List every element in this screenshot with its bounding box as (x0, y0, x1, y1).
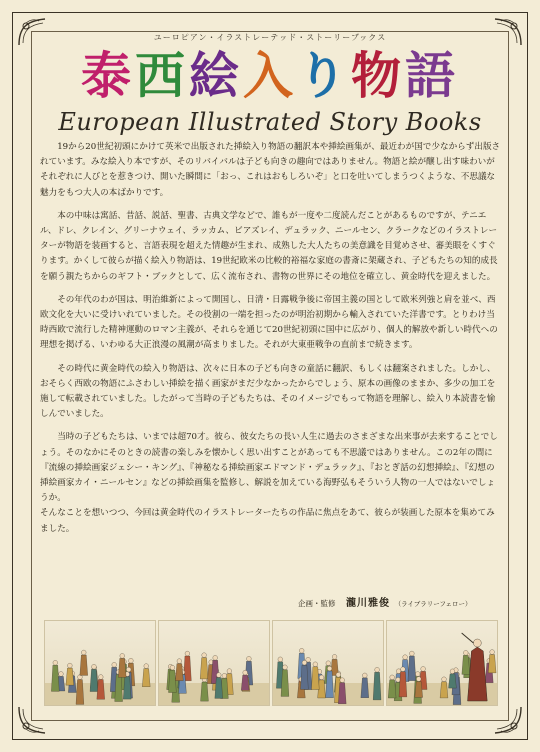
paragraph: その時代に黄金時代の絵入り物語は、次々に日本の子ども向きの童話に翻訳、もしくは翻案されました。しかし、おそらく西欧の物語にふさわしい挿絵を描く画家がまだ少なかったからでしょう、原本の画像のままか、多少の加工を施して転載されていました。したがって当時の子どもたちは、そのイメージでもって物語を理解し、絵入り本読書を愉しんでいました。 (40, 363, 496, 420)
illustration-panel (44, 620, 156, 706)
paragraph: 当時の子どもたちは、いまでは超70才。彼ら、彼女たちの長い人生に過去のさまざまな出来事が去来することでしょう。そのなかにそのときの読書の楽しみを懐かしく思い出すことがあっても不思議ではありません。この2年の間に『流線の挿絵画家ジェシー・キング』、『神秘なる挿絵画家エドマンド・デュラック』、『おとぎ話の幻想挿絵』、『幻想の挿絵画家カイ・ニールセン』などの挿絵画集を監修し、解説を加えている海野弘もそういう人物の一人ではないでしょうか。 (40, 432, 498, 504)
paragraph: その年代のわが国は、明治維新によって開国し、日清・日露戦争後に帝国主義の国として欧米列強と肩を並べ、西欧文化を大いに受けいれていました。その役割の一端を担ったのが明治初期から輸入されていた洋書です。とりわけ当時西欧で流行した精神運動のロマン主義が、それらを通じて20世紀初頭に国中に広がり、個人的解放や新しい時代への理想を掲げる、いわゆる大正浪漫の風潮が高まりました。それが大東亜戦争の直前まで続きます。 (40, 294, 498, 351)
title-char: 絵 (189, 46, 243, 105)
illustration-panel (272, 620, 384, 706)
corner-ornament-icon (493, 705, 523, 735)
illustration-panel (386, 620, 498, 706)
credit-line (298, 594, 508, 609)
illustration-panel (158, 620, 270, 706)
title-char: 西 (135, 46, 189, 105)
body-text (40, 140, 502, 545)
series-label: ユーロピアン・イラストレーテッド・ストーリーブックス (153, 33, 387, 42)
title-char: 泰 (81, 46, 135, 105)
corner-ornament-icon (17, 705, 47, 735)
title-char: 物 (351, 46, 405, 105)
paragraph: 本の中味は寓話、昔話、説話、聖書、古典文学などで、誰もが一度や二度読んだことがあるものですが、テニエル、ドレ、クレイン、グリーナウェイ、ラッカム、ビアズレイ、デュラック、ニールセン、クラークなどのイラストレーターが物語を装画すると、言語表現を超えた情趣が生まれ、成熟した大人たちの美意識を目覚めさせ、審美眼をくすぐります。かくして彼らが描く絵入り物語は、19世紀欧米の比較的裕福な家庭の書斎に架蔵され、子どもたちの知的成長を願う親たちからのギフト・ブックとして、広く流布され、書物の世界にその地位を確立し、黄金時代を迎えました。 (40, 210, 498, 282)
credit-role: 企画・監修 (298, 599, 336, 608)
title-char: 語 (405, 46, 459, 105)
credit-affiliation: （ライブラリーフェロー） (394, 600, 472, 608)
procession-illustration (44, 620, 498, 704)
title-char: 入 (243, 46, 297, 105)
page-title (0, 46, 540, 106)
title-char: り (297, 46, 351, 105)
closing-paragraph: そんなことを想いつつ、今回は黄金時代のイラストレーターたちの作品に焦点をあて、彼らが装画した原本を集めてみました。 (40, 508, 495, 534)
paragraph: 19から20世紀初頭にかけて英米で出版された挿絵入り物語の翻訳本や挿絵画集が、最近わが国で少なからず出版されています。みな絵入り本ですが、そのリバイバルは子ども向きの趣向ではありません。物語と絵が醸し出す味わいがそれぞれに人びとを惹きつけ、開いた瞬間に「おっ、これはおもしろいぞ」と口を吐いてしまうつくような、不思議な魅力をもつ大人の本ばかりです。 (40, 142, 501, 198)
english-subtitle: European Illustrated Story Books (58, 108, 482, 136)
credit-name: 瀧川雅俊 (346, 598, 391, 609)
